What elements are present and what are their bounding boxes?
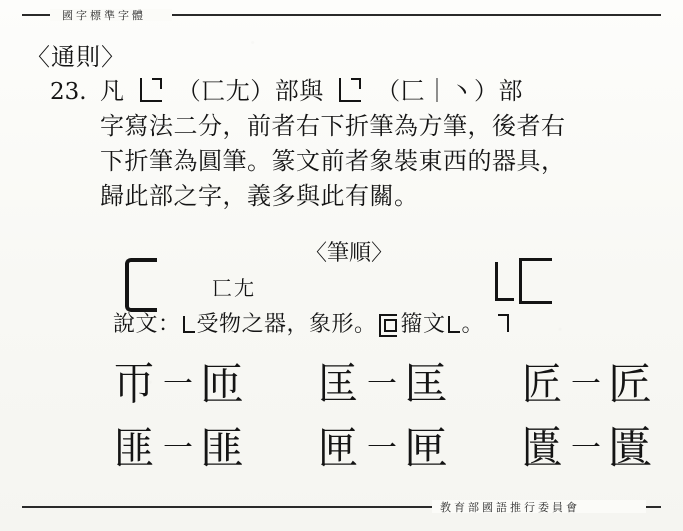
body-line-3: 下折筆為圓筆。篆文前者象裝東西的器具， (100, 147, 566, 175)
standard-form: 匠 (608, 359, 652, 410)
equals-dash: 一 (367, 431, 397, 466)
glyph-pair (520, 424, 652, 474)
shuowen-zhou-radical-icon (446, 314, 462, 334)
body-line-1-pre: 凡 (100, 77, 125, 105)
glyph-row (112, 424, 652, 474)
seal-form: 匪 (113, 423, 155, 474)
large-seal-radical-glyph (119, 258, 165, 306)
equals-dash: 一 (163, 367, 193, 402)
body-line-1-mid: （匸尢）部與 (176, 77, 324, 105)
shuowen-hook-icon (484, 312, 510, 334)
shuowen-body: 受物之器，象形。 (196, 312, 377, 337)
item-body (100, 74, 645, 214)
seal-form: 匠 (521, 359, 563, 410)
equals-dash: 一 (367, 367, 397, 402)
equals-dash: 一 (571, 367, 601, 402)
shuowen-citation (113, 307, 510, 338)
stroke-order-heading: 〈筆順〉 (305, 241, 394, 266)
glyph-pair (112, 360, 244, 410)
body-line-2: 字寫法二分，前者右下折筆為方筆，後者右 (100, 112, 566, 140)
glyph-pair (112, 424, 244, 474)
body-line-1 (100, 74, 645, 109)
seal-form: 匱 (521, 423, 563, 474)
shuowen-suffix: 籀文 (400, 312, 446, 337)
standard-form: 匣 (404, 423, 448, 474)
shuowen-tail: 。 (461, 312, 485, 337)
standard-form: 匪 (200, 423, 244, 474)
glyph-pair (316, 360, 448, 410)
seal-form: 匡 (317, 359, 359, 410)
shuowen-seal-glyph-icon (378, 313, 400, 335)
running-header-title: 國字標準字體 (62, 9, 146, 22)
shuowen-radical-icon (181, 314, 197, 334)
seal-form: 匣 (317, 423, 359, 474)
item-number: 23. (50, 79, 87, 105)
body-line-4: 歸此部之字，義多與此有關。 (100, 182, 419, 210)
equals-dash: 一 (163, 431, 193, 466)
glyph-pair (316, 424, 448, 474)
stroke-order-radical-label: 匸尢 (212, 276, 256, 300)
standard-form: 匡 (404, 359, 448, 410)
body-line-1-post: （匚｜丶）部 (376, 77, 524, 105)
stroke-order-sequence-glyph (495, 258, 555, 308)
footer-attribution: 教育部國語推行委員會 (440, 501, 580, 514)
standard-form: 匱 (608, 423, 652, 474)
glyph-comparison-grid (112, 360, 652, 474)
equals-dash: 一 (571, 431, 601, 466)
glyph-pair (520, 360, 652, 410)
shuowen-prefix: 說文： (113, 312, 181, 337)
seal-form: 帀 (113, 359, 155, 410)
fang-radical-glyph (136, 77, 166, 103)
standard-form: 匝 (200, 359, 244, 410)
section-heading: 〈通則〉 (26, 43, 126, 71)
xi-radical-glyph (335, 77, 365, 103)
glyph-row (112, 360, 652, 410)
